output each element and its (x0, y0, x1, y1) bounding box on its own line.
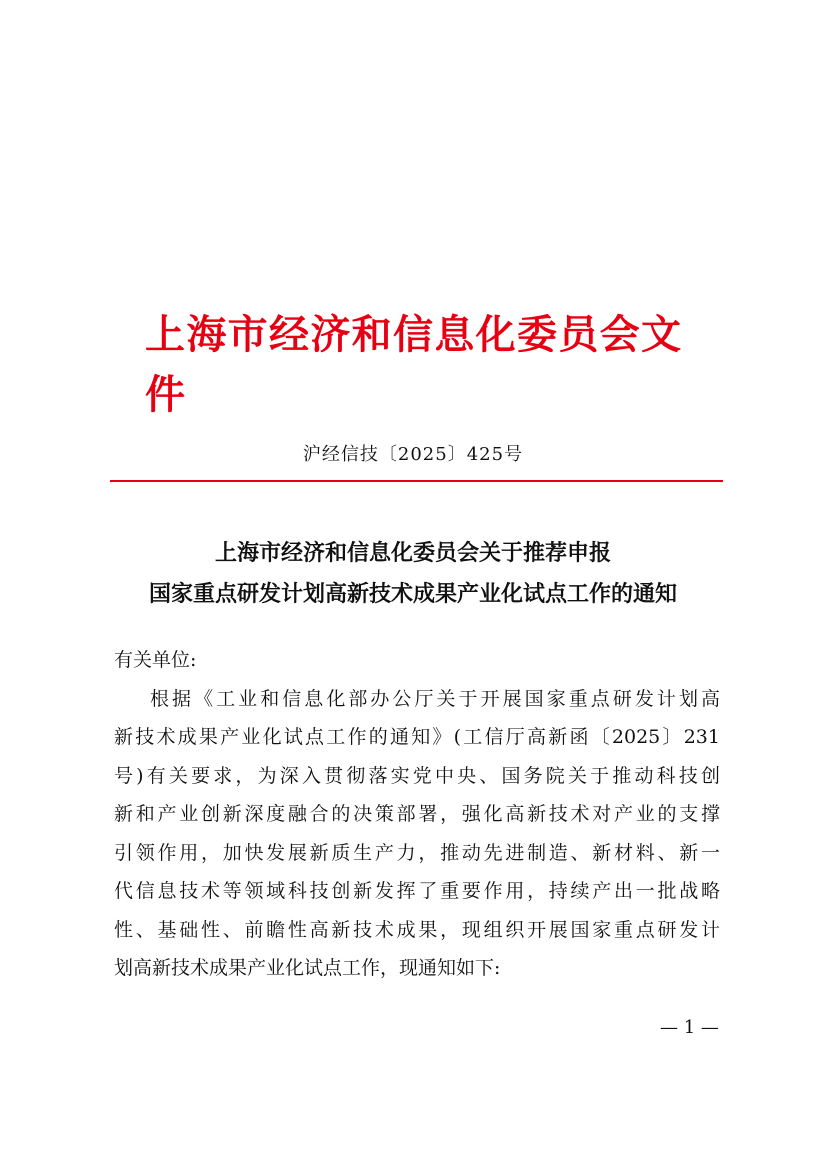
body-line: 根据《工业和信息化部办公厅关于开展国家重点研发计划高 (150, 688, 720, 710)
red-divider (110, 480, 723, 482)
issuer-header: 上海市经济和信息化委员会文件 (145, 311, 681, 418)
document-title-line-2: 国家重点研发计划高新技术成果产业化试点工作的通知 (148, 581, 677, 607)
document-title-line-1: 上海市经济和信息化委员会关于推荐申报 (214, 540, 611, 566)
body-line: 号)有关要求，为深入贯彻落实党中央、国务院关于推动科技创 (114, 765, 720, 787)
body-line: 新和产业创新深度融合的决策部署，强化高新技术对产业的支撑 (114, 803, 720, 825)
body-line: 引领作用，加快发展新质生产力，推动先进制造、新材料、新一 (114, 842, 720, 864)
page-number: — 1 — (660, 1017, 719, 1038)
document-number: 沪经信技〔2025〕425号 (302, 444, 524, 465)
body-line: 代信息技术等领域科技创新发挥了重要作用，持续产出一批战略 (114, 880, 720, 902)
salutation: 有关单位: (114, 649, 197, 671)
body-line: 性、基础性、前瞻性高新技术成果，现组织开展国家重点研发计 (114, 919, 720, 941)
body-line: 新技术成果产业化试点工作的通知》(工信厅高新函〔2025〕231 (114, 726, 720, 748)
body-line: 划高新技术成果产业化试点工作，现通知如下: (114, 957, 501, 979)
